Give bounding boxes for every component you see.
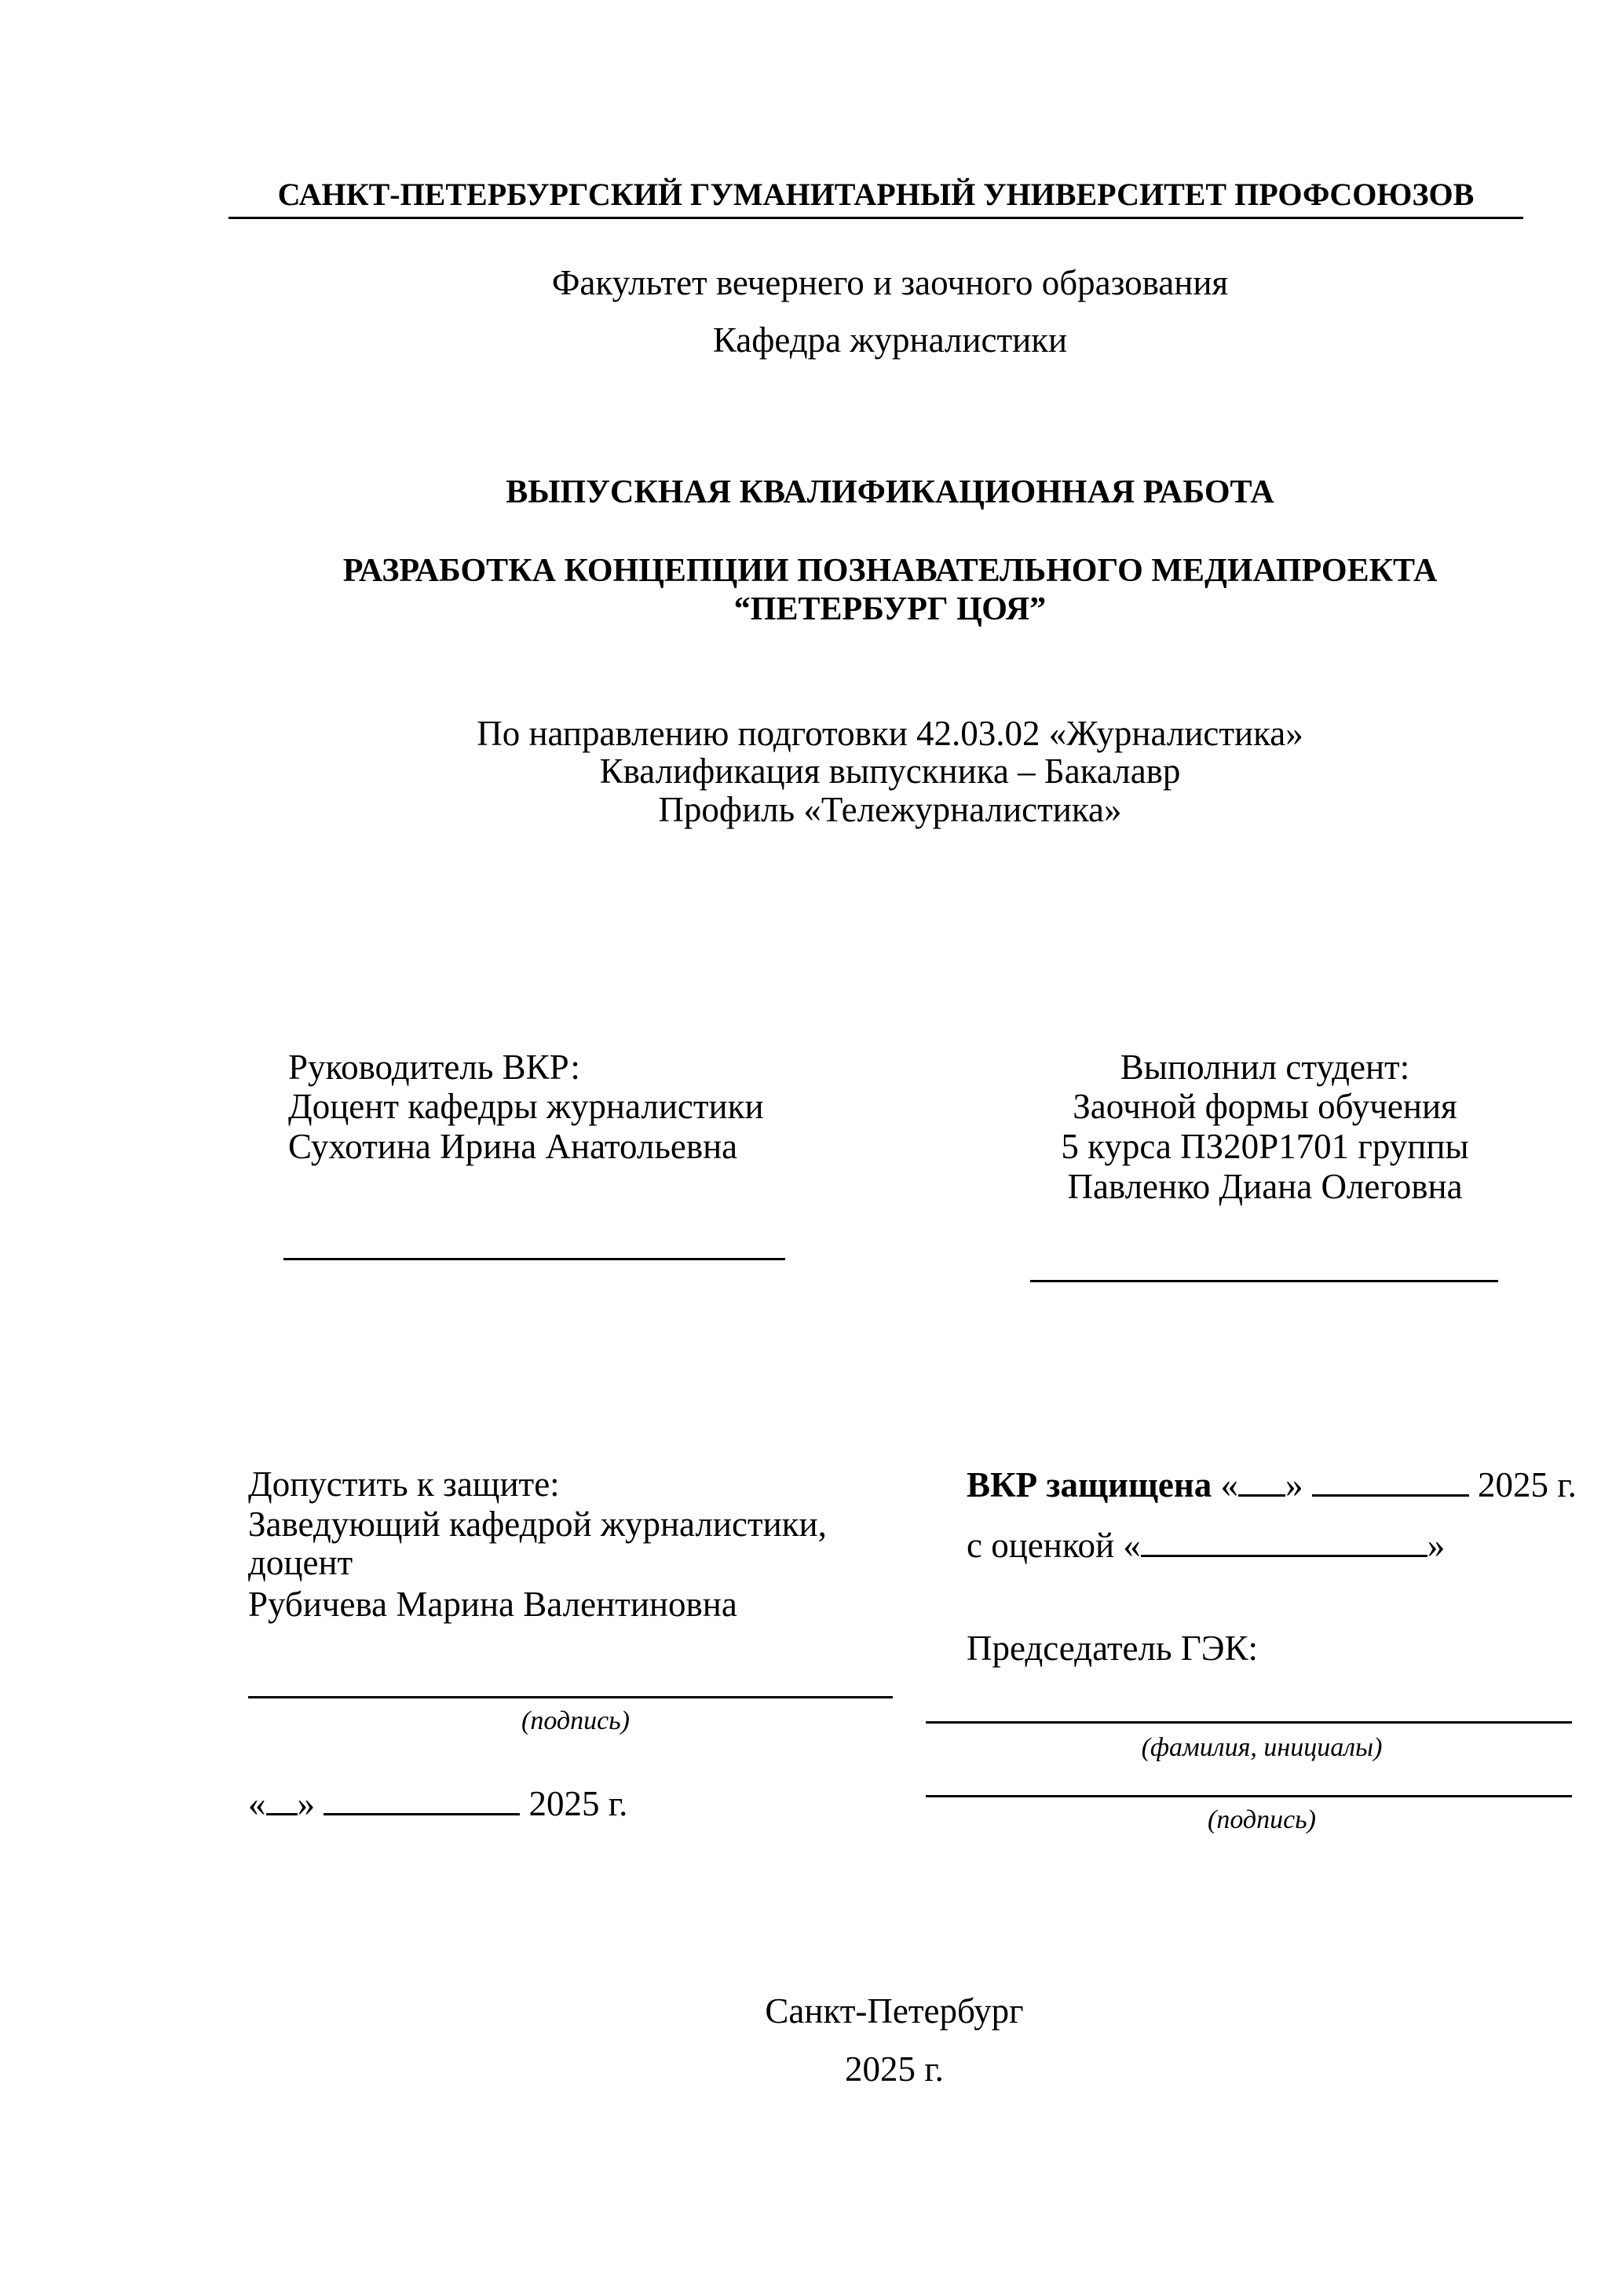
admission-label: Допустить к защите: <box>248 1464 560 1504</box>
date-close-quote: » <box>297 1784 315 1823</box>
student-label: Выполнил студент: <box>1120 1047 1410 1087</box>
faculty-name: Факультет вечернего и заочного образования <box>551 263 1229 302</box>
student-signature-line <box>1030 1280 1498 1282</box>
chair-name-caption: (фамилия, инициалы) <box>1141 1733 1383 1762</box>
student-group: 5 курса ПЗ20Р1701 группы <box>1061 1127 1469 1166</box>
footer-year: 2025 г. <box>845 2049 944 2089</box>
program-direction: По направлению подготовки 42.03.02 «Журналистика» <box>477 714 1303 753</box>
date-open-quote: « <box>1220 1465 1239 1504</box>
defense-date <box>967 1464 1577 1505</box>
chair-name-line <box>926 1721 1572 1724</box>
defense-grade <box>967 1525 1445 1566</box>
admission-date <box>248 1783 627 1824</box>
footer-city: Санкт-Петербург <box>765 1991 1024 2031</box>
admission-position-line2: доцент <box>248 1543 353 1582</box>
date-year: 2025 г. <box>528 1784 628 1823</box>
supervisor-label: Руководитель ВКР: <box>288 1047 580 1087</box>
grade-blank <box>1141 1525 1427 1557</box>
topic-title-line2: “ПЕТЕРБУРГ ЦОЯ” <box>733 591 1047 627</box>
month-blank <box>324 1783 520 1815</box>
grade-label: с оценкой « <box>967 1526 1141 1565</box>
admission-position-line1: Заведующий кафедрой журналистики, <box>248 1504 827 1544</box>
supervisor-signature-line <box>283 1258 785 1260</box>
defended-label: ВКР защищена <box>967 1465 1212 1504</box>
admission-signature-caption: (подпись) <box>521 1706 630 1735</box>
date-close-quote: » <box>1285 1465 1303 1504</box>
chair-signature-line <box>926 1795 1572 1797</box>
supervisor-name: Сухотина Ирина Анатольевна <box>288 1127 738 1166</box>
student-form: Заочной формы обучения <box>1073 1087 1457 1126</box>
supervisor-position: Доцент кафедры журналистики <box>288 1087 764 1126</box>
program-qualification: Квалификация выпускника – Бакалавр <box>599 751 1181 791</box>
admission-name: Рубичева Марина Валентиновна <box>248 1585 737 1624</box>
department-name: Кафедра журналистики <box>712 320 1068 360</box>
admission-signature-line <box>248 1696 893 1698</box>
grade-close-quote: » <box>1427 1526 1446 1565</box>
chair-signature-caption: (подпись) <box>1208 1805 1316 1834</box>
date-open-quote: « <box>248 1784 266 1823</box>
day-blank <box>266 1783 298 1815</box>
university-name: САНКТ-ПЕТЕРБУРГСКИЙ ГУМАНИТАРНЫЙ УНИВЕРСИТЕТ ПРОФСОЮЗОВ <box>277 177 1475 212</box>
date-year: 2025 г. <box>1478 1465 1577 1504</box>
program-profile: Профиль «Тележурналистика» <box>658 790 1122 829</box>
day-blank <box>1238 1464 1285 1497</box>
work-type-title: ВЫПУСКНАЯ КВАЛИФИКАЦИОННАЯ РАБОТА <box>506 474 1274 510</box>
commission-chair-label: Председатель ГЭК: <box>967 1629 1258 1668</box>
student-name: Павленко Диана Олеговна <box>1067 1167 1463 1206</box>
header-underline <box>228 217 1523 219</box>
month-blank <box>1312 1464 1469 1497</box>
topic-title-line1: РАЗРАБОТКА КОНЦЕПЦИИ ПОЗНАВАТЕЛЬНОГО МЕДИАПРОЕКТА <box>342 553 1438 589</box>
